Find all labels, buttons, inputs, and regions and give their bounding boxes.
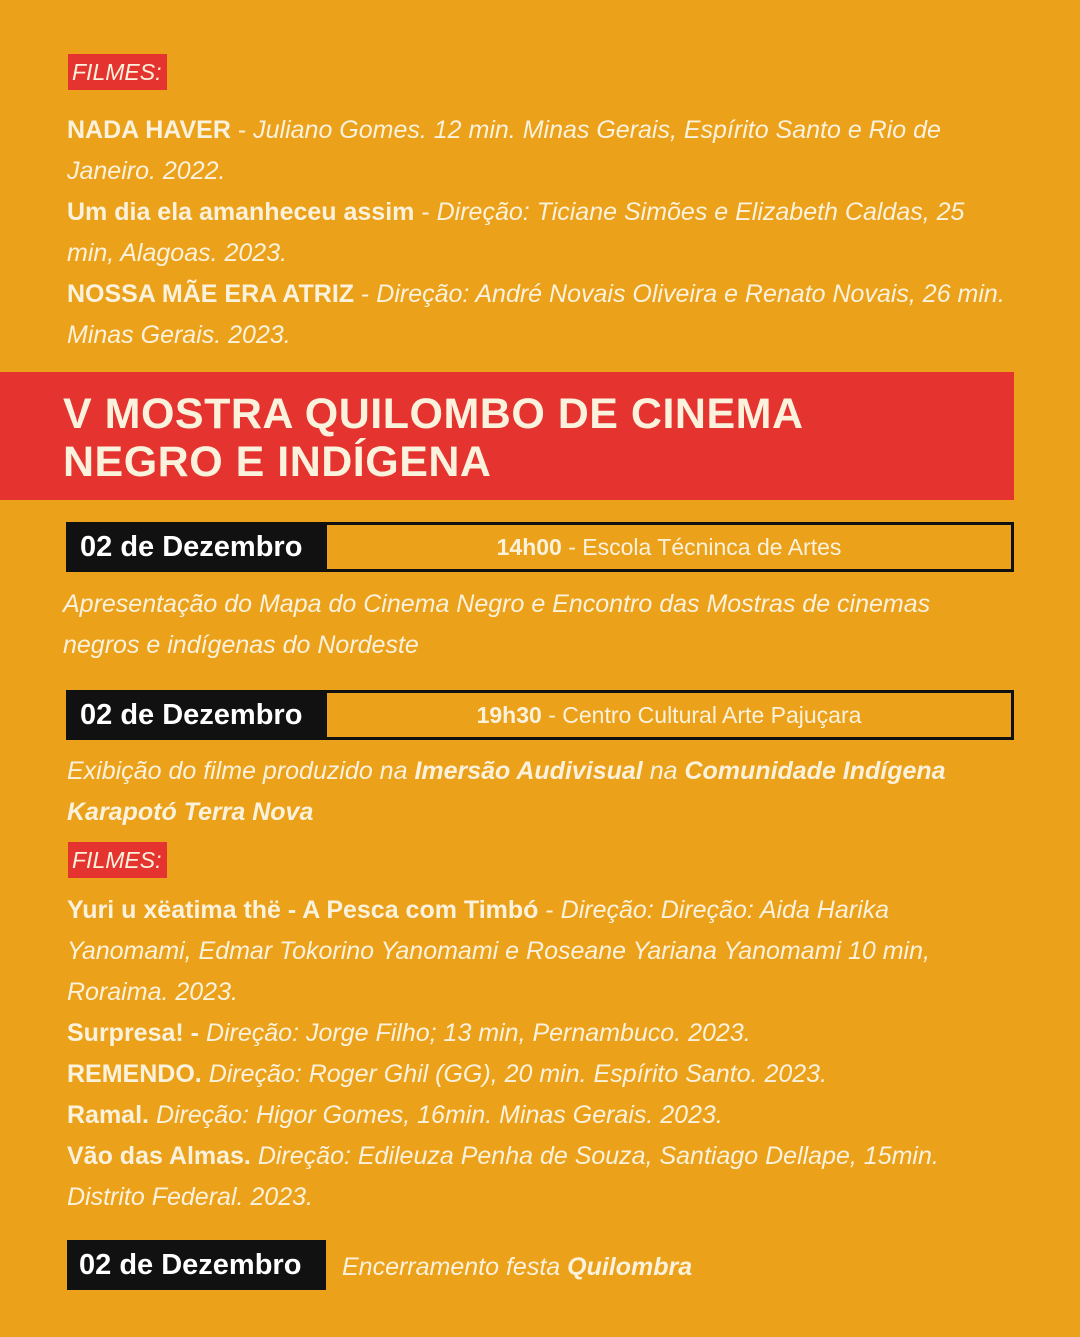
film-title: Ramal. [67,1101,149,1129]
film-separator [251,1142,258,1170]
film-title: Surpresa! - [67,1019,199,1047]
film-details: Direção: Jorge Filho; 13 min, Pernambuco. 2023. [205,1019,751,1047]
list-item [67,110,1010,192]
film-separator [202,1060,209,1088]
banner-title-line-2: NEGRO E INDÍGENA [63,438,492,486]
film-details: Direção: Roger Ghil (GG), 20 min. Espírito Santo. 2023. [208,1060,828,1088]
film-title: NADA HAVER [67,116,231,144]
description-text: na [642,757,685,785]
film-separator: - [230,116,254,144]
closing-date: 02 de Dezembro [67,1240,326,1290]
banner-title-line-1: V MOSTRA QUILOMBO DE CINEMA [63,390,804,438]
closing-text [342,1247,692,1288]
description-text: Exibição do filme produzido na [67,757,415,785]
festival-banner [0,372,1014,500]
list-item [67,1095,1014,1136]
film-separator [199,1019,206,1047]
film-title: Vão das Almas. [67,1142,251,1170]
film-details: Juliano Gomes. 12 min. Minas Gerais, Espírito Santo e Rio de Janeiro. 2022. [67,116,941,185]
event-time: 19h30 [476,702,542,728]
list-item [67,1013,1014,1054]
film-list-2 [67,890,1014,1218]
film-title: NOSSA MÃE ERA ATRIZ [67,280,355,308]
list-item [67,192,1010,274]
list-item [67,274,1010,356]
film-list-1 [67,110,1010,356]
closing-text-main: Encerramento festa [342,1253,568,1281]
list-item [67,1136,1014,1218]
event-time: 14h00 [496,534,562,560]
film-details: Direção: Higor Gomes, 16min. Minas Gerais. 2023. [155,1101,723,1129]
event-row [66,522,1014,572]
event-description: Apresentação do Mapa do Cinema Negro e Encontro das Mostras de cinemas negros e indígenas do Nordeste [63,590,931,659]
film-details: Direção: Edileuza Penha de Souza, Santiago Dellape, 15min. Distrito Federal. 2023. [67,1142,939,1211]
film-title: REMENDO. [67,1060,202,1088]
closing-highlight: Quilombra [567,1253,693,1281]
film-separator: - [414,198,437,226]
film-title: Yuri u xëatima thë - A Pesca com Timbó [67,896,539,924]
event-info [327,693,1011,737]
film-details: Direção: André Novais Oliveira e Renato Novais, 26 min. Minas Gerais. 2023. [67,280,1005,349]
description-highlight: Imersão Audivisual [414,757,643,785]
film-separator: - [538,896,561,924]
film-details: Direção: Direção: Aida Harika Yanomami, Edmar Tokorino Yanomami e Roseane Yariana Yanomami 10 min, Roraima. 2023. [67,896,930,1006]
films-tag: FILMES: [68,54,167,90]
film-separator: - [354,280,377,308]
event-date: 02 de Dezembro [69,693,327,737]
list-item [67,890,1014,1013]
film-title: Um dia ela amanheceu assim [67,198,415,226]
event-place: - Escola Técninca de Artes [561,534,842,560]
film-separator [149,1101,156,1129]
event-info [327,525,1011,569]
films-tag: FILMES: [68,842,167,878]
event-date: 02 de Dezembro [69,525,327,569]
event-description [67,751,947,833]
description-highlight: Comunidade Indígena Karapotó Terra Nova [67,757,946,826]
film-details: Direção: Ticiane Simões e Elizabeth Caldas, 25 min, Alagoas. 2023. [67,198,965,267]
list-item [67,1054,1014,1095]
event-place: - Centro Cultural Arte Pajuçara [541,702,862,728]
event-row [66,690,1014,740]
